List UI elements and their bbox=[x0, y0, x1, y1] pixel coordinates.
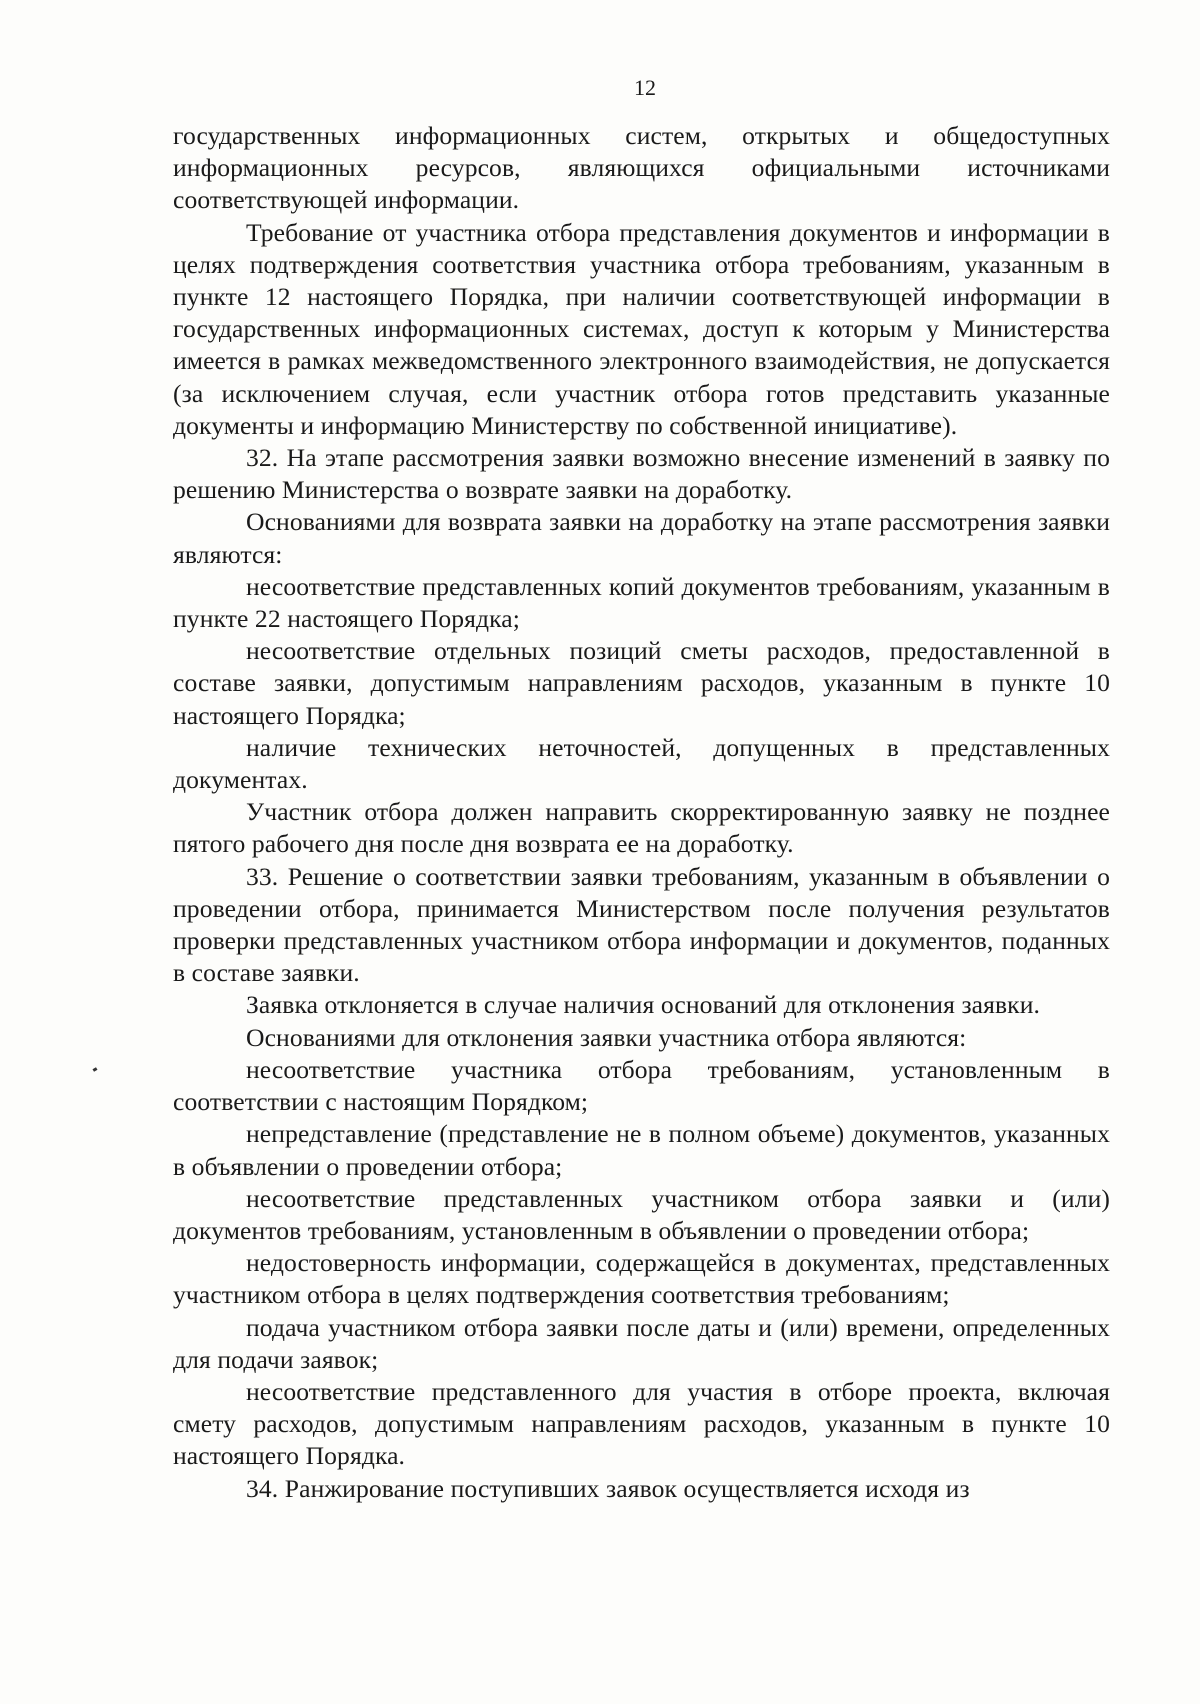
scan-mark bbox=[93, 1067, 98, 1072]
paragraph: 32. На этапе рассмотрения заявки возможно внесение изменений в заявку по решению Министерства о возврате заявки на доработку. bbox=[173, 443, 1110, 505]
paragraph: несоответствие участника отбора требованиям, установленным в соответствии с настоящим Порядком; bbox=[173, 1054, 1110, 1117]
paragraph: недостоверность информации, содержащейся в документах, представленных участником отбора в целях подтверждения соответствия требованиям; bbox=[173, 1248, 1110, 1310]
paragraph: Основаниями для отклонения заявки участника отбора являются: bbox=[246, 1022, 967, 1052]
page-number: 12 bbox=[634, 75, 656, 100]
paragraph: несоответствие представленных участником отбора заявки и (или) документов требованиям, установленным в объявлении о проведении отбора; bbox=[173, 1183, 1110, 1245]
paragraph: подача участником отбора заявки после даты и (или) времени, определенных для подачи заявок; bbox=[173, 1312, 1110, 1374]
paragraph: 34. Ранжирование поступивших заявок осуществляется исходя из bbox=[246, 1473, 970, 1503]
paragraph: наличие технических неточностей, допущенных в представленных документах. bbox=[173, 732, 1110, 795]
paragraph: Требование от участника отбора представления документов и информации в целях подтверждения соответствия участника отбора требованиям, указанным в пункте 12 настоящего Порядка, при наличии соответствующей информации в государственных информационных системах, доступ к которым у Министерства имеется в рамках межведомственного электронного взаимодействия, не допускается (за исключением случая, если участник отбора готов представить указанные документы и информацию Министерству по собственной инициативе). bbox=[173, 217, 1110, 440]
paragraph: несоответствие представленного для участия в отборе проекта, включая смету расходов, допустимым направлениям расходов, указанным в пункте 10 настоящего Порядка. bbox=[173, 1376, 1110, 1471]
paragraph: несоответствие отдельных позиций сметы расходов, предоставленной в составе заявки, допустимым направлениям расходов, указанным в пункте 10 настоящего Порядка; bbox=[173, 636, 1110, 730]
paragraph: Участник отбора должен направить скорректированную заявку не позднее пятого рабочего дня после дня возврата ее на доработку. bbox=[173, 797, 1110, 859]
paragraph: государственных информационных систем, открытых и общедоступных информационных ресурсов, являющихся официальными источниками соответствующей информации. bbox=[173, 121, 1110, 215]
document-body bbox=[173, 120, 1110, 1505]
paragraph: Основаниями для возврата заявки на доработку на этапе рассмотрения заявки являются: bbox=[173, 507, 1110, 569]
paragraph: непредставление (представление не в полном объеме) документов, указанных в объявлении о проведении отбора; bbox=[173, 1119, 1110, 1181]
paragraph: 33. Решение о соответствии заявки требованиям, указанным в объявлении о проведении отбора, принимается Министерством после получения результатов проверки представленных участником отбора информации и документов, поданных в составе заявки. bbox=[173, 861, 1110, 988]
paragraph: Заявка отклоняется в случае наличия оснований для отклонения заявки. bbox=[246, 990, 1041, 1020]
paragraph: несоответствие представленных копий документов требованиям, указанным в пункте 22 настоящего Порядка; bbox=[173, 571, 1110, 634]
